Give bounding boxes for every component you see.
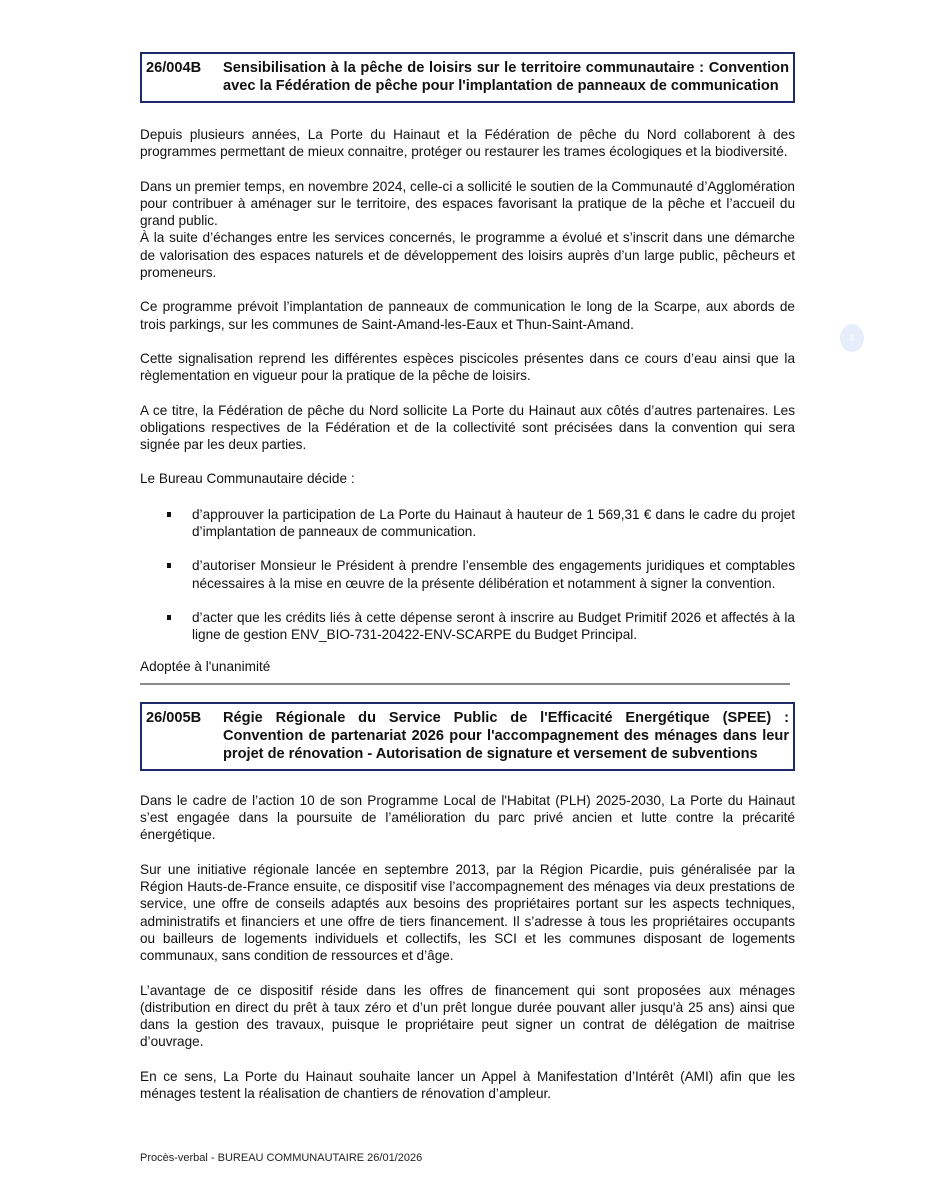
square-bullet-icon <box>167 512 171 517</box>
decision-item <box>140 609 795 644</box>
square-bullet-icon <box>167 615 171 620</box>
vote-outcome: Adoptée à l'unanimité <box>140 658 271 674</box>
paragraph: Dans le cadre de l’action 10 de son Programme Local de l'Habitat (PLH) 2025-2030, La Porte du Hainaut s’est engagée dans la poursuite de l’amélioration du parc privé ancien et lutte contre la précarité énergétique. <box>140 792 795 843</box>
page-number-marker: 4 <box>840 324 864 352</box>
paragraph: Sur une initiative régionale lancée en septembre 2013, par la Région Picardie, puis généralisée par la Région Hauts-de-France ensuite, ce dispositif vise l’accompagnement des ménages via deux prestations de service, une offre de conseils adaptés aux besoins des propriétaires portant sur les aspects techniques, administratifs et financiers et une offre de tiers financement. Il s’adresse à tous les propriétaires occupants ou bailleurs de logements individuels et collectifs, les SCI et les communes disposant de logements communaux, sans condition de ressources et d’âge. <box>140 861 795 964</box>
paragraph: A ce titre, la Fédération de pêche du Nord sollicite La Porte du Hainaut aux côtés d’autres partenaires. Les obligations respectives de la Fédération et de la collectivité sont précisées dans la convention qui sera signée par les deux parties. <box>140 402 795 453</box>
decision-list <box>140 506 795 644</box>
page-footer: Procès-verbal - BUREAU COMMUNAUTAIRE 26/01/2026 <box>140 1152 423 1164</box>
section-separator <box>140 683 790 685</box>
decision-item <box>140 557 795 592</box>
section-heading-26-005b <box>140 702 795 771</box>
square-bullet-icon <box>167 563 171 568</box>
paragraph: Cette signalisation reprend les différentes espèces piscicoles présentes dans ce cours d’eau ainsi que la règlementation en vigueur pour la pratique de la pêche de loisirs. <box>140 350 795 384</box>
section-heading-26-004b <box>140 52 795 103</box>
deliberation-title: Régie Régionale du Service Public de l'Efficacité Energétique (SPEE) : Convention de partenariat 2026 pour l'accompagnement des ménages dans leur projet de rénovation - Autorisation de signature et versement de subventions <box>223 709 789 762</box>
decision-text: d’acter que les crédits liés à cette dépense seront à inscrire au Budget Primitif 2026 et affectés à la ligne de gestion ENV_BIO-731-20422-ENV-SCARPE du Budget Principal. <box>192 609 795 643</box>
decision-text: d’autoriser Monsieur le Président à prendre l’ensemble des engagements juridiques et comptables nécessaires à la mise en œuvre de la présente délibération et notamment à signer la convention. <box>192 558 795 591</box>
deliberation-title: Sensibilisation à la pêche de loisirs sur le territoire communautaire : Convention avec la Fédération de pêche pour l'implantation de panneaux de communication <box>223 60 789 94</box>
paragraph: En ce sens, La Porte du Hainaut souhaite lancer un Appel à Manifestation d’Intérêt (AMI) afin que les ménages testent la réalisation de chantiers de rénovation d’ampleur. <box>140 1068 795 1101</box>
document-page <box>140 52 795 1102</box>
paragraph: Dans un premier temps, en novembre 2024, celle-ci a sollicité le soutien de la Communauté d’Agglomération pour contribuer à aménager sur le territoire, des espaces favorisant la pratique de la pêche et l’accueil du grand public. <box>140 178 795 229</box>
paragraph: À la suite d’échanges entre les services concernés, le programme a évolué et s’inscrit dans une démarche de valorisation des espaces naturels et de développement des loisirs auprès d’un large public, pêcheurs et promeneurs. <box>140 230 795 281</box>
paragraph: Depuis plusieurs années, La Porte du Hainaut et la Fédération de pêche du Nord collaborent à des programmes permettant de mieux connaitre, protéger ou restaurer les trames écologiques et la biodiversité. <box>140 127 795 160</box>
deliberation-code: 26/004B <box>146 60 202 76</box>
paragraph: Ce programme prévoit l’implantation de panneaux de communication le long de la Scarpe, aux abords de trois parkings, sur les communes de Saint-Amand-les-Eaux et Thun-Saint-Amand. <box>140 299 795 332</box>
deliberation-code: 26/005B <box>146 709 202 726</box>
decision-intro: Le Bureau Communautaire décide : <box>140 471 355 487</box>
paragraph: L’avantage de ce dispositif réside dans les offres de financement qui sont proposées aux ménages (distribution en direct du prêt à taux zéro et d’un prêt longue durée pouvant aller jusqu'à 25 ans) ainsi que dans la gestion des travaux, puisque le propriétaire peut signer un contrat de délégation de maitrise d’ouvrage. <box>140 982 795 1050</box>
decision-item <box>140 506 795 541</box>
decision-text: d’approuver la participation de La Porte du Hainaut à hauteur de 1 569,31 € dans le cadre du projet d’implantation de panneaux de communication. <box>192 506 795 540</box>
